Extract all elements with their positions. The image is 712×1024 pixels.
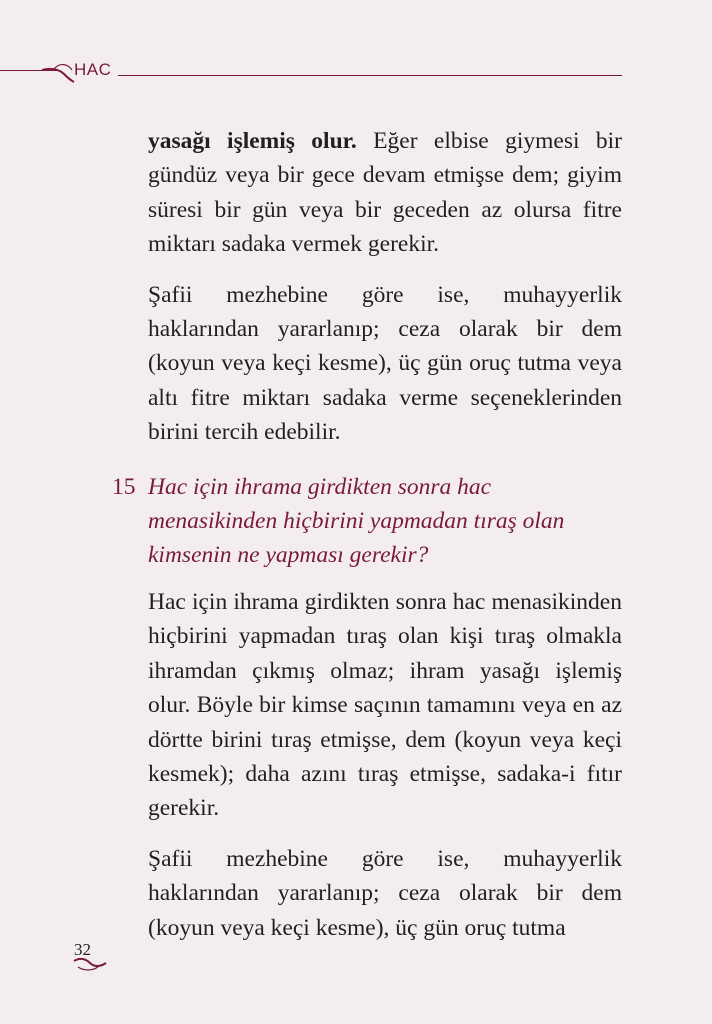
paragraph: Şafii mezhebine göre ise, muhayyerlik haklarından yararlanıp; ceza olarak bir dem (koyun veya keçi kesme), üç gün oruç tutma — [148, 845, 622, 941]
running-header-title: HAC — [74, 60, 112, 79]
page-content — [112, 124, 622, 961]
paragraph: Hac için ihrama girdikten sonra hac menasikinden hiçbirini yapmadan tıraş olan kişi tıraş olmakla ihramdan çıkmış olmaz; ihram yasağı işlemiş olur. Böyle bir kimse saçının tamamını veya en az dörtte birini tıraş etmişse, dem (koyun veya keçi kesmek); daha azını tıraş etmişse, sadaka-i fıtır gerekir. — [148, 588, 622, 822]
paragraph: Şafii mezhebine göre ise, muhayyerlik haklarından yararlanıp; ceza olarak bir dem (koyun veya keçi kesme), üç gün oruç tutma veya altı fitre miktarı sadaka verme seçeneklerinden birini tercih edebilir. — [148, 281, 622, 446]
bold-lead: yasağı işlemiş olur. — [148, 128, 357, 154]
paragraph — [148, 124, 622, 262]
page-number: 32 — [74, 940, 91, 959]
question-text: Hac için ihrama girdikten sonra hac menasikinden hiçbirini yapmadan tıraş olan kimsenin ne yapması gerekir? — [148, 473, 565, 569]
header-rule-right — [118, 75, 622, 76]
question-heading — [112, 470, 622, 573]
paragraph-text: Eğer elbise giymesi bir gündüz veya bir gece devam etmişse dem; giyim süresi bir gün veya bir geceden az olursa fitre miktarı sadaka vermek gerekir. — [148, 128, 622, 258]
swash-ornament-icon — [72, 955, 108, 973]
question-number: 15 — [112, 473, 136, 500]
